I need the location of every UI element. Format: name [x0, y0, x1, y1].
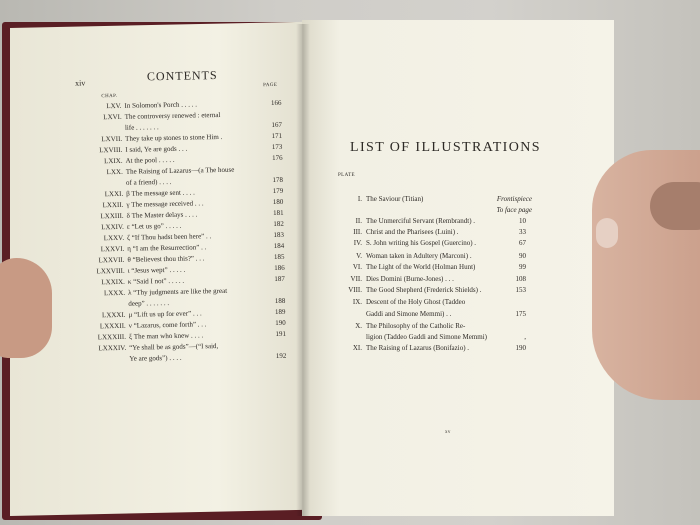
entry-title: They take up stones to stone Him .: [125, 132, 223, 143]
entry-number: LXXX.: [103, 288, 126, 298]
entry-page: 182: [273, 219, 284, 228]
entry-number: IX.: [352, 298, 362, 306]
entry-page: 191: [275, 329, 286, 338]
entry-page: 176: [271, 153, 283, 162]
entry-number: VI.: [352, 263, 362, 271]
right-folio: xv: [445, 430, 451, 435]
entry-title: ζ “If Thou hadst been here” . .: [126, 232, 212, 242]
entry-page: 178: [272, 175, 284, 184]
entry-number: LXVII.: [101, 134, 123, 144]
entry-number: I.: [357, 195, 362, 203]
entry-title: ligion (Taddeo Gaddi and Simone Memmi): [366, 333, 488, 341]
entry-number: LXXXII.: [99, 321, 126, 331]
entry-number: V.: [356, 252, 362, 260]
entry-number: X.: [355, 322, 362, 330]
entry-number: LXXIII.: [100, 211, 124, 221]
entry-page: 90: [519, 252, 526, 260]
entry-number: LXIX.: [104, 156, 123, 166]
entry-title: γ The message received . . .: [126, 199, 204, 209]
entry-page: 186: [274, 263, 285, 272]
entry-number: [62, 124, 122, 125]
entry-title: Ye are gods”) . . . .: [129, 353, 182, 363]
entry-title: The Light of the World (Holman Hunt): [366, 263, 476, 271]
entry-title: ε “Let us go” . . . . .: [126, 221, 182, 231]
entry-page: 179: [272, 186, 284, 195]
contents-heading: CONTENTS: [146, 68, 218, 84]
left-folio: xiv: [74, 78, 86, 88]
entry-title: The Raising of Lazarus (Bonifazio) .: [366, 344, 470, 352]
entry-number: LXXIX.: [101, 277, 125, 287]
entry-page: 173: [271, 142, 283, 151]
entry-page: 181: [273, 208, 284, 217]
entry-title: Woman taken in Adultery (Marconi) .: [366, 252, 472, 260]
thumbnail: [596, 218, 618, 248]
entry-title: ξ The man who knew . . . .: [128, 331, 204, 341]
entry-page: 190: [275, 318, 286, 327]
plate-column-label: PLATE: [338, 173, 355, 178]
entry-title: η “I am the Resurrection” . .: [127, 243, 207, 253]
entry-page: 192: [275, 351, 287, 360]
entry-number: LXXII.: [102, 200, 124, 210]
entry-page: To face page: [496, 206, 532, 214]
entry-title: I said, Ye are gods . . .: [125, 144, 188, 154]
entry-number: LXXXI.: [101, 310, 126, 320]
entry-title: θ “Believest thou this?” . . .: [127, 254, 205, 264]
entry-page: 33: [519, 228, 526, 236]
entry-number: VIII.: [348, 286, 362, 294]
entry-title: δ The Master delays . . . .: [126, 210, 198, 220]
entry-title: The Raising of Lazarus—(a The house: [125, 165, 235, 176]
entry-title: Christ and the Pharisees (Luini) .: [366, 228, 459, 236]
entry-page: Frontispiece: [496, 195, 532, 203]
entry-title: The Philosophy of the Catholic Re-: [366, 322, 466, 330]
entry-number: LXXVI.: [100, 244, 125, 254]
entry-title: of a friend) . . . .: [125, 177, 172, 187]
entry-number: IV.: [353, 239, 362, 247]
entry-title: At the pool . . . . .: [125, 155, 175, 165]
page-column-label: PAGE: [263, 82, 278, 89]
entry-page: 180: [272, 197, 284, 206]
entry-number: LXXVII.: [98, 255, 125, 265]
entry-page: 175: [515, 310, 526, 318]
entry-number: [63, 179, 123, 180]
chap-column-label: CHAP.: [101, 93, 118, 100]
entry-title: The Good Shepherd (Frederick Shields) .: [366, 286, 482, 294]
entry-title: The controversy renewed : eternal: [124, 110, 221, 121]
entry-page: 190: [515, 344, 526, 352]
entry-number: LXVI.: [103, 112, 122, 122]
entry-page: 166: [270, 98, 282, 108]
entry-title: In Solomon's Porch . . . . .: [124, 100, 198, 110]
entry-title: life . . . . . . .: [124, 123, 159, 132]
entry-title: κ “Said I not” . . . . .: [127, 276, 185, 286]
entry-page: 10: [519, 217, 526, 225]
illustrations-heading: LIST OF ILLUSTRATIONS: [350, 140, 541, 155]
entry-number: II.: [355, 217, 362, 225]
entry-title: The Saviour (Titian): [366, 195, 424, 203]
entry-page: 183: [273, 230, 285, 239]
entry-page: ,: [524, 333, 526, 341]
entry-title: λ “Thy judgments are like the great: [128, 286, 228, 297]
entry-title: ι “Jesus wept” . . . . .: [127, 265, 186, 275]
entry-page: 67: [519, 239, 526, 247]
entry-title: μ “Lift us up for ever” . . .: [128, 309, 202, 319]
entry-page: 108: [515, 275, 526, 283]
entry-page: 99: [519, 263, 526, 271]
entry-number: LXXVIII.: [96, 266, 125, 276]
entry-number: LXVIII.: [99, 145, 123, 155]
entry-number: LXV.: [106, 101, 122, 111]
entry-number: LXXXIV.: [98, 343, 127, 353]
entry-number: [65, 300, 125, 301]
entry-title: deep” . . . . . . .: [128, 298, 170, 308]
entry-number: XI.: [352, 344, 362, 352]
entry-page: 167: [271, 120, 282, 129]
entry-number: LXXIV.: [101, 222, 124, 232]
entry-number: LXXXIII.: [97, 332, 127, 342]
entry-number: III.: [353, 228, 362, 236]
entry-title: The Unmerciful Servant (Rembrandt) .: [366, 217, 476, 225]
right-finger: [650, 182, 700, 230]
entry-page: 188: [274, 296, 286, 305]
entry-page: 187: [274, 274, 285, 283]
left-hand: [0, 258, 52, 358]
entry-page: 189: [274, 307, 286, 316]
entry-title: Dies Domini (Burne-Jones) . . .: [366, 275, 454, 283]
entry-title: β The message sent . . . .: [126, 188, 195, 198]
entry-page: 184: [273, 241, 285, 250]
entry-number: LXXV.: [103, 233, 125, 243]
entry-page: 185: [273, 252, 285, 261]
entry-title: Descent of the Holy Ghost (Taddeo: [366, 298, 466, 306]
entry-title: S. John writing his Gospel (Guercino) .: [366, 239, 477, 247]
entry-number: VII.: [350, 275, 362, 283]
entry-title: “Ye shall be as gods”—(“I said,: [129, 342, 219, 352]
entry-title: ν “Lazarus, come forth” . . .: [128, 320, 207, 330]
entry-number: [66, 355, 126, 356]
entry-page: 171: [271, 131, 283, 140]
contents-page: [10, 22, 319, 516]
entry-page: 153: [515, 286, 526, 294]
entry-number: LXXI.: [104, 189, 124, 199]
entry-title: Gaddi and Simone Memmi) . .: [366, 310, 452, 318]
entry-number: LXX.: [106, 167, 123, 177]
illustrations-page: [302, 20, 614, 516]
